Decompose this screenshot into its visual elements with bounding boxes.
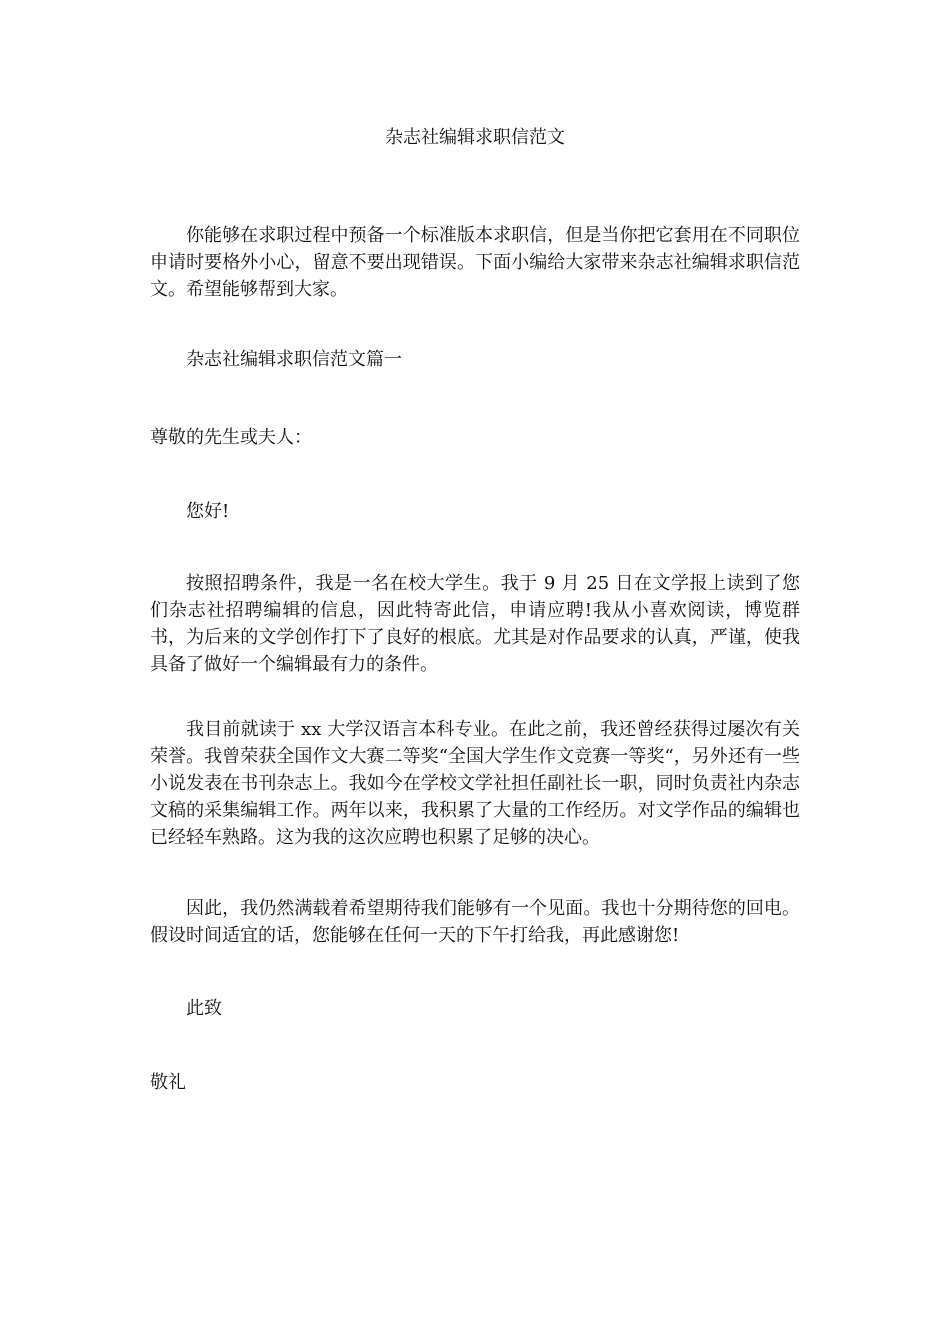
body-paragraph-2: 我目前就读于 xx 大学汉语言本科专业。在此之前，我还曾经获得过屡次有关荣誉。我曾荣获全国作文大赛二等奖“全国大学生作文竞赛一等奖“，另外还有一些小说发表在书刊杂志上。我如今在学校文学社担任副社长一职，同时负责社内杂志文稿的采集编辑工作。两年以来，我积累了大量的工作经历。对文学作品的编辑也已经轻车熟路。这为我的这次应聘也积累了足够的决心。 <box>150 719 800 848</box>
closing-line-2: 敬礼 <box>150 1072 186 1093</box>
greeting: 您好! <box>186 501 230 522</box>
body-paragraph-3: 因此，我仍然满载着希望期待我们能够有一个见面。我也十分期待您的回电。假设时间适宜的话，您能够在任何一天的下午打给我，再此感谢您! <box>150 898 800 946</box>
document-title: 杂志社编辑求职信范文 <box>385 127 565 148</box>
closing-line-1: 此致 <box>186 998 222 1019</box>
body-paragraph-1: 按照招聘条件，我是一名在校大学生。我于 9 月 25 日在文学报上读到了您们杂志社招聘编辑的信息，因此特寄此信，申请应聘!我从小喜欢阅读，博览群书，为后来的文学创作打下了良好的根底。尤其是对作品要求的认真，严谨，使我具备了做好一个编辑最有力的条件。 <box>150 573 800 675</box>
intro-paragraph: 你能够在求职过程中预备一个标准版本求职信，但是当你把它套用在不同职位申请时要格外小心，留意不要出现错误。下面小编给大家带来杂志社编辑求职信范文。希望能够帮到大家。 <box>150 225 800 300</box>
section-heading: 杂志社编辑求职信范文篇一 <box>186 349 402 370</box>
salutation: 尊敬的先生或夫人： <box>150 427 312 448</box>
